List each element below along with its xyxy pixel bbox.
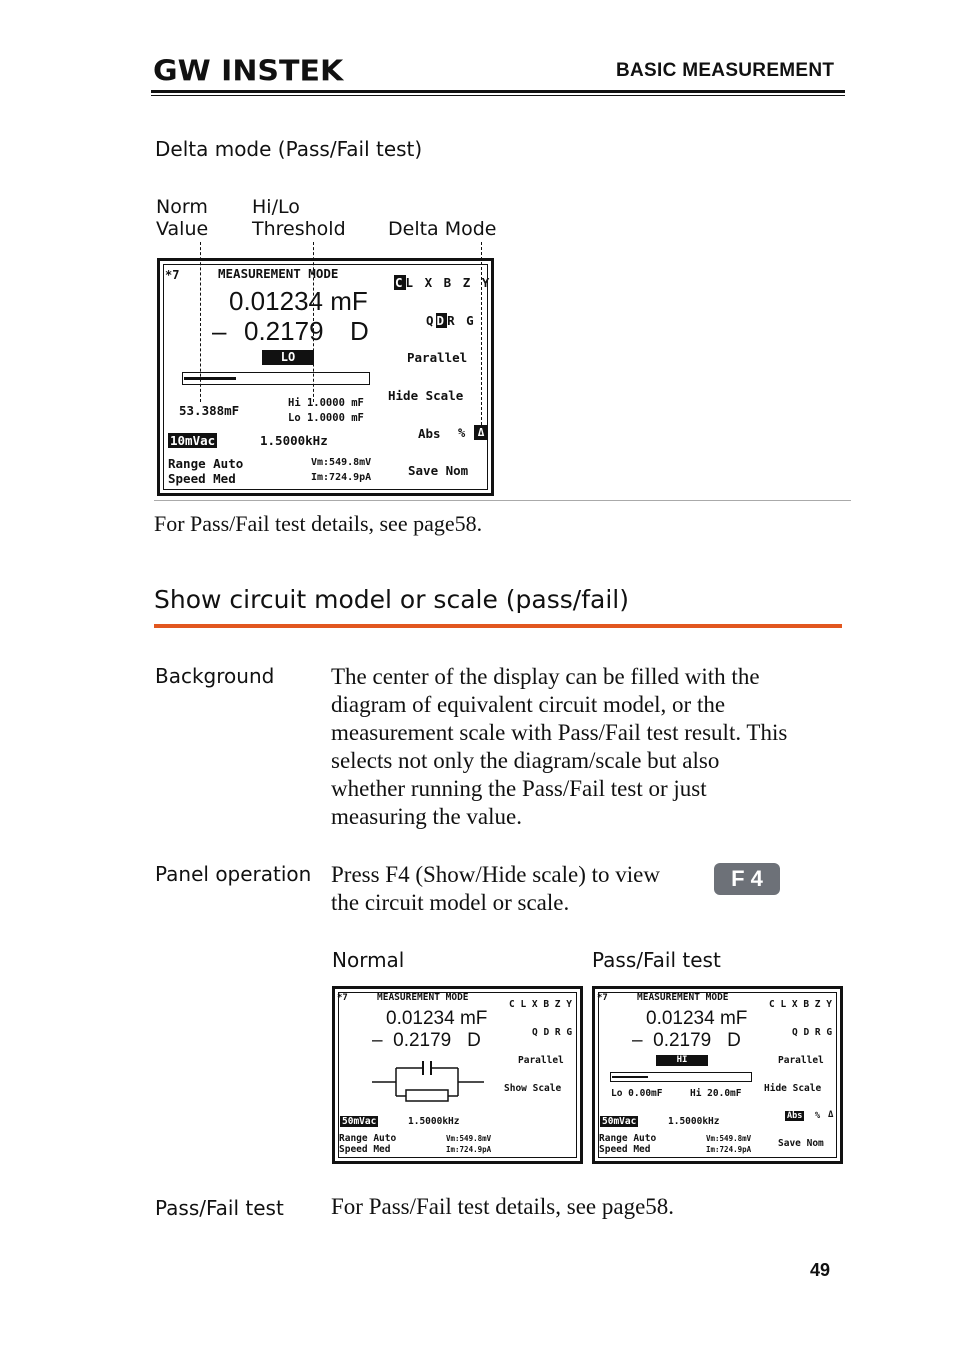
pf-save-nom: Save Nom xyxy=(778,1138,824,1149)
pf-scale-option: Hide Scale xyxy=(764,1083,822,1094)
pf-delta-icon: Δ xyxy=(828,1110,834,1120)
pf-speed: Speed Med xyxy=(599,1144,651,1155)
normal-range: Range Auto xyxy=(339,1133,397,1144)
normal-param-secondary: Q D R G xyxy=(532,1027,573,1038)
delta-leader xyxy=(481,242,482,430)
equivalent-circuit-icon xyxy=(370,1058,486,1102)
pf-vm: Vm:549.8mV xyxy=(706,1134,752,1143)
chapter-title: BASIC MEASUREMENT xyxy=(616,60,835,81)
section-title: Show circuit model or scale (pass/fail) xyxy=(154,585,629,614)
range-setting: Range Auto xyxy=(168,456,244,471)
header-rule xyxy=(151,90,845,93)
delta-icon: Δ xyxy=(474,425,488,440)
pf-hi-limit: Hi 20.0mF xyxy=(690,1088,742,1099)
lo-flag: LO xyxy=(262,350,314,365)
hi-threshold: Hi 1.0000 mF xyxy=(288,397,364,409)
hi-flag: HI xyxy=(656,1055,708,1066)
pf-primary-reading: 0.01234 mF xyxy=(646,1008,748,1029)
normal-param-primary: C L X B Z Y xyxy=(509,999,572,1010)
nominal-value: 53.388mF xyxy=(179,403,240,418)
pf-lo-limit: Lo 0.00mF xyxy=(611,1088,663,1099)
normal-test-level: 50mVac xyxy=(342,1116,377,1127)
pf-abs-option: Abs xyxy=(787,1111,803,1121)
callout-hilo-2: Threshold xyxy=(252,218,346,240)
page-number: 49 xyxy=(810,1260,831,1280)
im-readout: Im:724.9pA xyxy=(311,472,372,483)
normal-speed: Speed Med xyxy=(339,1144,391,1155)
normal-primary-reading: 0.01234 mF xyxy=(386,1008,488,1029)
background-text: The center of the display can be filled with the diagram of equivalent circuit model, or the measurement scale with Pass/Fail test result. This selects not only the diagram/scale but also whether running the Pass/Fail test or just measuring the value. xyxy=(331,664,788,829)
passfail-caption: Pass/Fail test xyxy=(592,948,721,972)
normal-equiv-label: Parallel xyxy=(518,1055,564,1066)
scale-bar-fill xyxy=(184,377,236,380)
percent-option: % xyxy=(458,426,466,440)
delta-note: For Pass/Fail test details, see page58. xyxy=(154,511,483,536)
callout-delta: Delta Mode xyxy=(388,218,497,240)
callout-hilo-1: Hi/Lo xyxy=(252,196,300,218)
lcd-index: *7 xyxy=(165,268,180,282)
divider xyxy=(154,500,851,501)
background-label: Background xyxy=(155,664,275,688)
param-d: D xyxy=(436,313,447,328)
normal-secondary-reading: – 0.2179 D xyxy=(372,1030,481,1051)
normal-index: *7 xyxy=(337,993,348,1003)
test-frequency: 1.5000kHz xyxy=(260,433,328,448)
abs-option: Abs xyxy=(418,426,441,441)
normal-vm: Vm:549.8mV xyxy=(446,1134,492,1143)
pf-percent-option: % xyxy=(815,1111,821,1121)
scale-bar xyxy=(182,372,370,385)
equiv-circuit-label: Parallel xyxy=(407,350,468,365)
primary-reading: 0.01234 mF xyxy=(229,286,368,316)
pf-im: Im:724.9pA xyxy=(706,1145,752,1154)
pf-param-primary: C L X B Z Y xyxy=(769,999,832,1010)
normal-caption: Normal xyxy=(332,948,405,972)
pf-mode-title: MEASUREMENT MODE xyxy=(637,992,729,1003)
param-selector-primary: CL X B Z Y xyxy=(395,275,492,290)
normal-mode-title: MEASUREMENT MODE xyxy=(377,992,469,1003)
pf-scale-bar-fill xyxy=(612,1076,648,1078)
panel-operation-label: Panel operation xyxy=(155,862,312,886)
passfail-note: For Pass/Fail test details, see page58. xyxy=(331,1194,675,1219)
lcd-mode-title: MEASUREMENT MODE xyxy=(218,266,339,281)
normal-scale-option: Show Scale xyxy=(504,1083,562,1094)
lo-threshold: Lo 1.0000 mF xyxy=(288,412,364,424)
secondary-sign: – xyxy=(212,316,227,346)
panel-operation-text: Press F4 (Show/Hide scale) to view the circuit model or scale. xyxy=(331,862,660,915)
pf-equiv-label: Parallel xyxy=(778,1055,824,1066)
pf-param-secondary: Q D R G xyxy=(792,1027,833,1038)
secondary-unit: D xyxy=(350,316,369,346)
vm-readout: Vm:549.8mV xyxy=(311,457,372,468)
callout-norm-2: Value xyxy=(156,218,209,240)
callout-norm-1: Norm xyxy=(156,196,208,218)
header-rule-thin xyxy=(151,95,845,96)
pf-scale-bar xyxy=(610,1072,752,1082)
gw-instek-logo: GW INSTEK xyxy=(153,54,344,89)
secondary-reading: 0.2179 xyxy=(244,316,324,346)
scale-option: Hide Scale xyxy=(388,388,464,403)
save-nom-option: Save Nom xyxy=(408,463,469,478)
test-level: 10mVac xyxy=(170,433,216,448)
pf-secondary-reading: – 0.2179 D xyxy=(632,1030,741,1051)
pf-test-frequency: 1.5000kHz xyxy=(668,1116,720,1127)
pf-range: Range Auto xyxy=(599,1133,657,1144)
section-underline xyxy=(154,624,842,628)
param-c: C xyxy=(395,275,405,290)
pf-test-level: 50mVac xyxy=(602,1116,637,1127)
param-selector-secondary: QDR G xyxy=(426,313,476,328)
delta-heading: Delta mode (Pass/Fail test) xyxy=(155,137,423,161)
pf-index: *7 xyxy=(597,993,608,1003)
f4-key[interactable]: F 4 xyxy=(714,863,780,895)
passfail-label: Pass/Fail test xyxy=(155,1196,284,1220)
normal-im: Im:724.9pA xyxy=(446,1145,492,1154)
normal-test-frequency: 1.5000kHz xyxy=(408,1116,460,1127)
speed-setting: Speed Med xyxy=(168,471,236,486)
